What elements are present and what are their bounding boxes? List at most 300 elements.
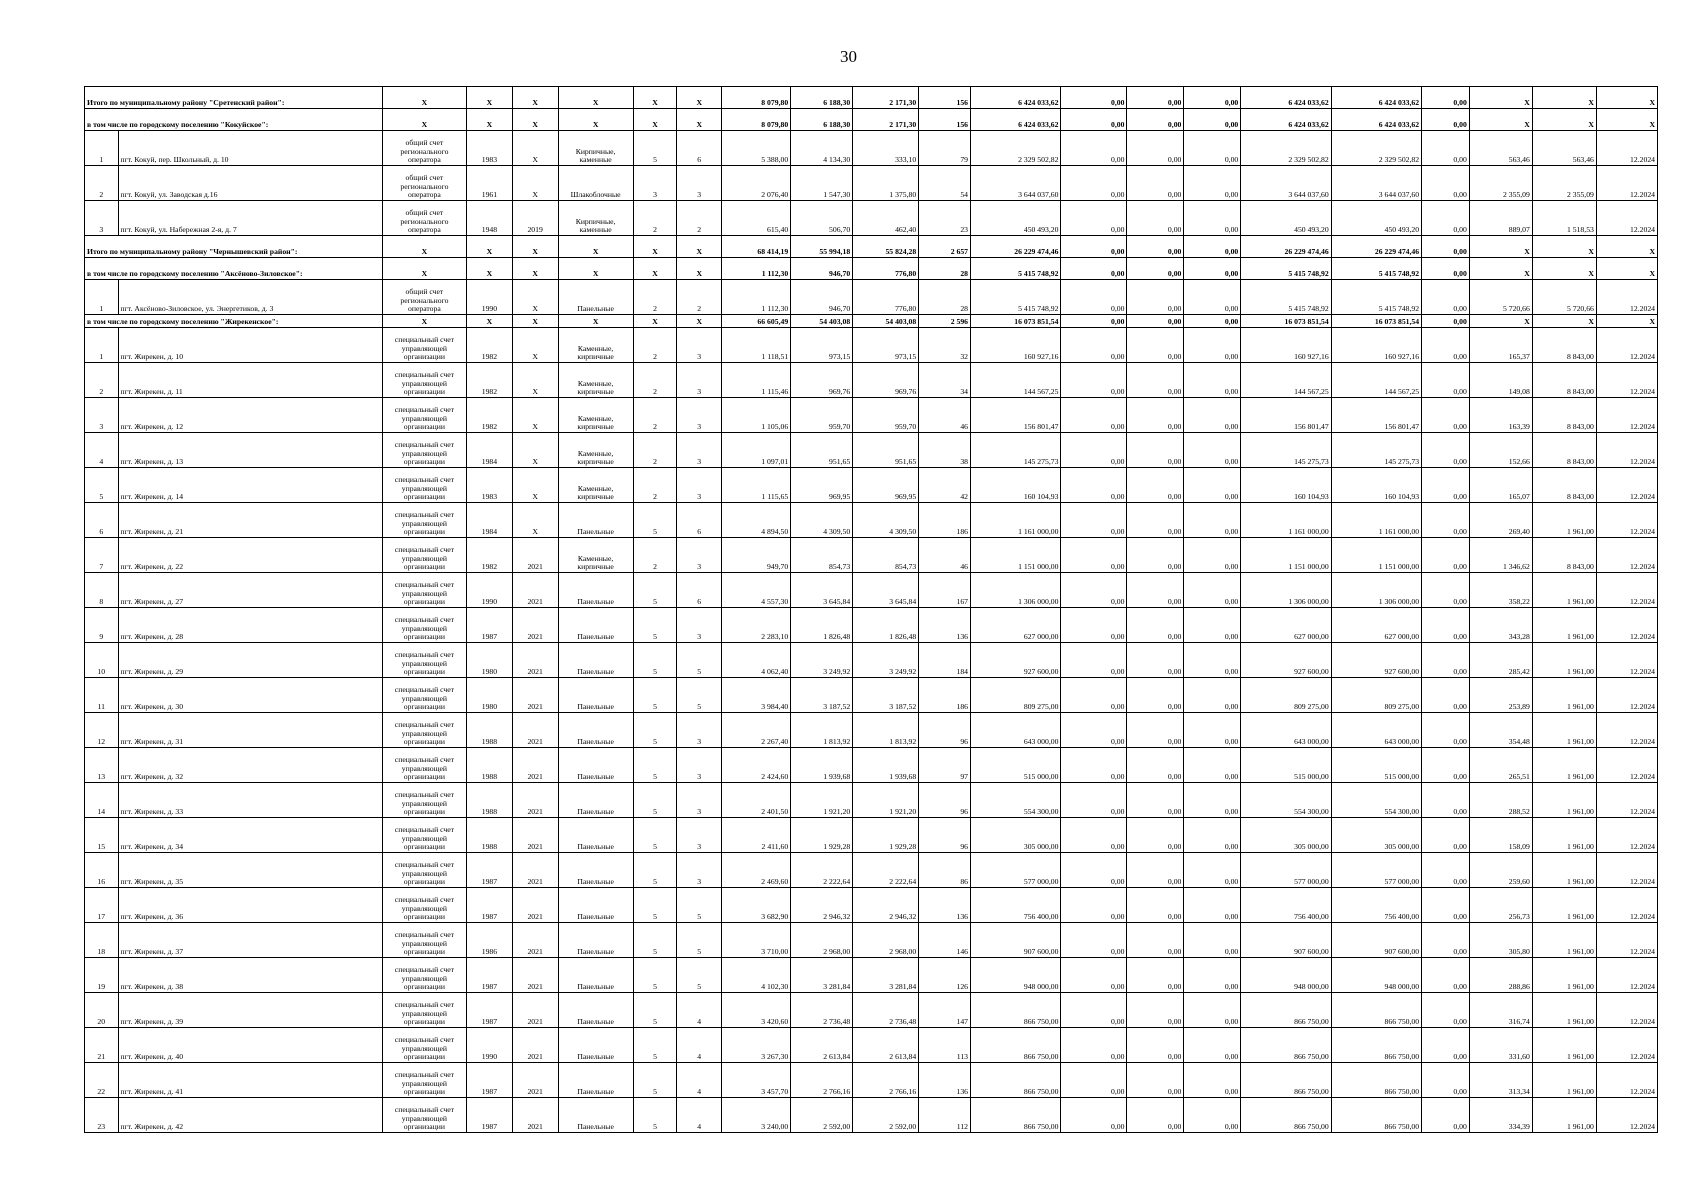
table-cell: 146	[919, 923, 971, 958]
table-cell: 54 403,08	[791, 315, 853, 328]
table-cell: 2021	[512, 1028, 558, 1063]
table-row	[85, 433, 1658, 468]
table-cell: X	[558, 258, 633, 280]
table-cell: 3 240,00	[722, 1098, 791, 1133]
row-number: 6	[85, 503, 119, 538]
table-cell: 0,00	[1184, 166, 1241, 201]
address-cell: пгт. Жирекен, д. 40	[118, 1028, 382, 1063]
table-cell: 12.2024	[1596, 328, 1657, 363]
table-cell: 1961	[467, 166, 513, 201]
table-cell: 0,00	[1184, 109, 1241, 131]
table-cell: 866 750,00	[1331, 1063, 1421, 1098]
table-cell: 97	[919, 748, 971, 783]
table-cell: 866 750,00	[1331, 1098, 1421, 1133]
table-cell: 5 388,00	[722, 131, 791, 166]
table-cell: 3 645,84	[791, 573, 853, 608]
table-cell: 5	[633, 678, 677, 713]
table-cell: 3	[677, 783, 722, 818]
table-cell: 259,60	[1469, 853, 1532, 888]
table-cell: 866 750,00	[1241, 993, 1331, 1028]
table-cell: 26 229 474,46	[1241, 236, 1331, 258]
table-cell: 8 079,80	[722, 87, 791, 109]
table-cell: 0,00	[1127, 468, 1184, 503]
table-cell: 1 961,00	[1532, 923, 1596, 958]
table-cell: 2021	[512, 853, 558, 888]
table-cell: 1980	[467, 643, 513, 678]
table-cell: 0,00	[1422, 573, 1470, 608]
table-cell: 1983	[467, 131, 513, 166]
table-cell: 3 267,30	[722, 1028, 791, 1063]
table-cell: 5	[633, 608, 677, 643]
table-cell: 1982	[467, 398, 513, 433]
table-cell: 0,00	[1127, 643, 1184, 678]
table-cell: 0,00	[1061, 958, 1127, 993]
table-cell: 160 104,93	[971, 468, 1061, 503]
table-cell: Каменные, кирпичные	[558, 468, 633, 503]
table-cell: 1 306 000,00	[971, 573, 1061, 608]
table-cell: 86	[919, 853, 971, 888]
table-cell: 554 300,00	[971, 783, 1061, 818]
table-cell: 5	[633, 1063, 677, 1098]
table-cell: 1986	[467, 923, 513, 958]
table-cell: 776,80	[853, 280, 919, 315]
table-cell: специальный счет управляющей организации	[382, 503, 466, 538]
summary-label: Итого по муниципальному району "Чернышевский район":	[85, 236, 383, 258]
table-cell: 0,00	[1422, 398, 1470, 433]
table-cell: Каменные, кирпичные	[558, 363, 633, 398]
table-cell: 0,00	[1061, 993, 1127, 1028]
table-cell: 3	[677, 166, 722, 201]
table-cell: Панельные	[558, 1028, 633, 1063]
table-cell: 5	[633, 888, 677, 923]
table-cell: 5	[633, 1098, 677, 1133]
table-cell: Панельные	[558, 888, 633, 923]
table-cell: 643 000,00	[1331, 713, 1421, 748]
table-cell: 2 329 502,82	[1241, 131, 1331, 166]
table-cell: 1 961,00	[1532, 573, 1596, 608]
table-cell: 165,07	[1469, 468, 1532, 503]
table-cell: 313,34	[1469, 1063, 1532, 1098]
table-cell: 0,00	[1127, 573, 1184, 608]
table-cell: 0,00	[1061, 1063, 1127, 1098]
table-cell: 0,00	[1061, 748, 1127, 783]
table-row	[85, 1063, 1658, 1098]
table-cell: 866 750,00	[1241, 1098, 1331, 1133]
table-cell: 3 187,52	[853, 678, 919, 713]
table-cell: 1990	[467, 573, 513, 608]
table-cell: 0,00	[1127, 958, 1184, 993]
table-cell: 2021	[512, 573, 558, 608]
table-cell: 316,74	[1469, 993, 1532, 1028]
table-cell: 1 813,92	[791, 713, 853, 748]
table-cell: 3 281,84	[853, 958, 919, 993]
table-cell: 269,40	[1469, 503, 1532, 538]
table-cell: 1987	[467, 608, 513, 643]
table-cell: 2 222,64	[853, 853, 919, 888]
table-cell: 3 420,60	[722, 993, 791, 1028]
table-cell: 0,00	[1127, 315, 1184, 328]
table-cell: X	[1596, 109, 1657, 131]
table-cell: Панельные	[558, 783, 633, 818]
table-cell: 0,00	[1127, 1063, 1184, 1098]
table-cell: 4 309,50	[853, 503, 919, 538]
table-cell: 12.2024	[1596, 643, 1657, 678]
table-cell: X	[1596, 258, 1657, 280]
table-cell: 46	[919, 398, 971, 433]
table-cell: 1 112,30	[722, 280, 791, 315]
table-cell: 285,42	[1469, 643, 1532, 678]
table-cell: 0,00	[1422, 315, 1470, 328]
table-cell: 2 222,64	[791, 853, 853, 888]
table-cell: 0,00	[1422, 713, 1470, 748]
table-cell: 54 403,08	[853, 315, 919, 328]
table-cell: 8 843,00	[1532, 363, 1596, 398]
table-cell: 6 424 033,62	[971, 109, 1061, 131]
table-cell: 948 000,00	[971, 958, 1061, 993]
table-cell: 0,00	[1061, 363, 1127, 398]
table-cell: 554 300,00	[1241, 783, 1331, 818]
table-cell: 12.2024	[1596, 888, 1657, 923]
table-cell: X	[467, 258, 513, 280]
table-cell: X	[1469, 87, 1532, 109]
table-cell: 5 415 748,92	[971, 258, 1061, 280]
table-cell: 12.2024	[1596, 853, 1657, 888]
table-cell: 627 000,00	[971, 608, 1061, 643]
table-cell: 756 400,00	[1241, 888, 1331, 923]
table-cell: 4	[677, 1028, 722, 1063]
table-cell: 0,00	[1061, 468, 1127, 503]
table-cell: 12.2024	[1596, 713, 1657, 748]
table-cell: 1984	[467, 503, 513, 538]
table-cell: 0,00	[1127, 87, 1184, 109]
table-cell: 1 929,28	[791, 818, 853, 853]
address-cell: пгт. Жирекен, д. 36	[118, 888, 382, 923]
table-cell: 156 801,47	[1331, 398, 1421, 433]
table-cell: специальный счет управляющей организации	[382, 433, 466, 468]
table-cell: 3 645,84	[853, 573, 919, 608]
row-number: 15	[85, 818, 119, 853]
summary-row	[85, 258, 1658, 280]
table-cell: 0,00	[1184, 923, 1241, 958]
table-cell: 1 961,00	[1532, 713, 1596, 748]
table-cell: 1 151 000,00	[1241, 538, 1331, 573]
table-cell: 1948	[467, 201, 513, 236]
table-cell: 0,00	[1127, 328, 1184, 363]
table-cell: 165,37	[1469, 328, 1532, 363]
table-cell: 1 161 000,00	[971, 503, 1061, 538]
table-cell: 0,00	[1061, 853, 1127, 888]
row-number: 4	[85, 433, 119, 468]
table-cell: 28	[919, 258, 971, 280]
table-cell: 2021	[512, 713, 558, 748]
table-cell: 144 567,25	[1241, 363, 1331, 398]
table-cell: 0,00	[1422, 538, 1470, 573]
address-cell: пгт. Кокуй, пер. Школьный, д. 10	[118, 131, 382, 166]
table-cell: X	[512, 315, 558, 328]
summary-row	[85, 236, 1658, 258]
table-cell: 0,00	[1061, 713, 1127, 748]
address-cell: пгт. Жирекен, д. 14	[118, 468, 382, 503]
address-cell: пгт. Жирекен, д. 39	[118, 993, 382, 1028]
table-cell: 2021	[512, 678, 558, 713]
table-cell: 12.2024	[1596, 748, 1657, 783]
table-cell: X	[512, 398, 558, 433]
table-cell: X	[633, 236, 677, 258]
table-cell: 1 105,06	[722, 398, 791, 433]
table-cell: 160 927,16	[1331, 328, 1421, 363]
table-cell: 96	[919, 818, 971, 853]
table-cell: 0,00	[1184, 315, 1241, 328]
table-cell: X	[677, 258, 722, 280]
table-cell: 0,00	[1061, 1098, 1127, 1133]
table-cell: 927 600,00	[1241, 643, 1331, 678]
table-cell: 1 961,00	[1532, 888, 1596, 923]
row-number: 7	[85, 538, 119, 573]
table-cell: 1 929,28	[853, 818, 919, 853]
table-cell: 1 306 000,00	[1331, 573, 1421, 608]
table-cell: 4	[677, 993, 722, 1028]
row-number: 1	[85, 328, 119, 363]
table-cell: специальный счет управляющей организации	[382, 783, 466, 818]
table-cell: 358,22	[1469, 573, 1532, 608]
table-cell: 1 961,00	[1532, 608, 1596, 643]
table-cell: 0,00	[1127, 166, 1184, 201]
table-cell: 554 300,00	[1331, 783, 1421, 818]
table-cell: 0,00	[1184, 1063, 1241, 1098]
table-cell: 5 415 748,92	[1331, 280, 1421, 315]
table-cell: 3	[677, 608, 722, 643]
table-cell: 3	[677, 538, 722, 573]
table-cell: 8 843,00	[1532, 433, 1596, 468]
table-cell: 866 750,00	[1331, 1028, 1421, 1063]
table-cell: 0,00	[1184, 236, 1241, 258]
table-cell: 8 843,00	[1532, 328, 1596, 363]
address-cell: пгт. Жирекен, д. 11	[118, 363, 382, 398]
table-cell: 3	[677, 433, 722, 468]
table-cell: специальный счет управляющей организации	[382, 1028, 466, 1063]
table-cell: X	[677, 315, 722, 328]
table-cell: 0,00	[1422, 236, 1470, 258]
table-cell: 948 000,00	[1331, 958, 1421, 993]
table-cell: специальный счет управляющей организации	[382, 468, 466, 503]
table-cell: 0,00	[1127, 109, 1184, 131]
table-cell: X	[512, 166, 558, 201]
table-cell: 1982	[467, 538, 513, 573]
table-cell: 1 961,00	[1532, 503, 1596, 538]
table-cell: 152,66	[1469, 433, 1532, 468]
table-cell: 0,00	[1422, 131, 1470, 166]
table-cell: 5	[633, 573, 677, 608]
row-number: 22	[85, 1063, 119, 1098]
table-cell: 2019	[512, 201, 558, 236]
table-cell: 2 766,16	[791, 1063, 853, 1098]
table-cell: 68 414,19	[722, 236, 791, 258]
table-cell: 809 275,00	[971, 678, 1061, 713]
table-cell: 38	[919, 433, 971, 468]
table-cell: 3 682,90	[722, 888, 791, 923]
table-cell: 0,00	[1127, 678, 1184, 713]
table-cell: 2 283,10	[722, 608, 791, 643]
table-cell: 1 961,00	[1532, 993, 1596, 1028]
table-row	[85, 328, 1658, 363]
address-cell: пгт. Жирекен, д. 35	[118, 853, 382, 888]
table-cell: Панельные	[558, 608, 633, 643]
table-cell: 0,00	[1127, 280, 1184, 315]
table-cell: специальный счет управляющей организации	[382, 1063, 466, 1098]
table-row	[85, 201, 1658, 236]
table-cell: специальный счет управляющей организации	[382, 853, 466, 888]
table-cell: 3 710,00	[722, 923, 791, 958]
table-cell: 2 613,84	[791, 1028, 853, 1063]
table-cell: 1 921,20	[853, 783, 919, 818]
table-cell: X	[677, 87, 722, 109]
summary-row	[85, 109, 1658, 131]
table-row	[85, 923, 1658, 958]
table-cell: 0,00	[1061, 398, 1127, 433]
table-cell: 515 000,00	[1241, 748, 1331, 783]
address-cell: пгт. Жирекен, д. 21	[118, 503, 382, 538]
table-cell: X	[512, 503, 558, 538]
table-cell: 5 415 748,92	[1331, 258, 1421, 280]
table-cell: 1 961,00	[1532, 678, 1596, 713]
table-cell: 3	[677, 363, 722, 398]
table-cell: X	[558, 315, 633, 328]
table-cell: Каменные, кирпичные	[558, 398, 633, 433]
table-cell: Панельные	[558, 958, 633, 993]
table-cell: 0,00	[1061, 280, 1127, 315]
table-cell: 12.2024	[1596, 166, 1657, 201]
table-cell: 4	[677, 1098, 722, 1133]
table-cell: 450 493,20	[1331, 201, 1421, 236]
table-cell: 1987	[467, 1063, 513, 1098]
table-cell: 34	[919, 363, 971, 398]
table-cell: X	[633, 109, 677, 131]
table-cell: 5	[677, 958, 722, 993]
table-cell: 889,07	[1469, 201, 1532, 236]
table-cell: 265,51	[1469, 748, 1532, 783]
table-cell: X	[558, 236, 633, 258]
table-cell: 333,10	[853, 131, 919, 166]
table-cell: 1 115,46	[722, 363, 791, 398]
table-cell: Панельные	[558, 713, 633, 748]
table-cell: 3 187,52	[791, 678, 853, 713]
table-cell: 55 824,28	[853, 236, 919, 258]
table-cell: 1990	[467, 280, 513, 315]
table-cell: 907 600,00	[1331, 923, 1421, 958]
table-cell: 1 921,20	[791, 783, 853, 818]
table-cell: 2021	[512, 923, 558, 958]
table-cell: 1 961,00	[1532, 783, 1596, 818]
address-cell: пгт. Жирекен, д. 31	[118, 713, 382, 748]
table-cell: 113	[919, 1028, 971, 1063]
table-cell: X	[512, 109, 558, 131]
table-cell: 12.2024	[1596, 958, 1657, 993]
table-cell: 5 720,66	[1469, 280, 1532, 315]
table-cell: 0,00	[1422, 643, 1470, 678]
table-cell: 136	[919, 608, 971, 643]
row-number: 14	[85, 783, 119, 818]
table-cell: 4 102,30	[722, 958, 791, 993]
table-cell: 5	[633, 643, 677, 678]
table-cell: 1987	[467, 958, 513, 993]
table-cell: 0,00	[1184, 538, 1241, 573]
table-cell: 0,00	[1127, 433, 1184, 468]
row-number: 16	[85, 853, 119, 888]
table-cell: 0,00	[1184, 258, 1241, 280]
table-cell: 5	[633, 748, 677, 783]
address-cell: пгт. Жирекен, д. 34	[118, 818, 382, 853]
table-cell: 959,70	[791, 398, 853, 433]
table-cell: 46	[919, 538, 971, 573]
table-cell: 184	[919, 643, 971, 678]
table-cell: 0,00	[1422, 109, 1470, 131]
table-cell: 854,73	[853, 538, 919, 573]
table-row	[85, 748, 1658, 783]
table-cell: 948 000,00	[1241, 958, 1331, 993]
table-cell: 756 400,00	[971, 888, 1061, 923]
table-cell: 0,00	[1061, 573, 1127, 608]
address-cell: пгт. Жирекен, д. 28	[118, 608, 382, 643]
table-cell: Панельные	[558, 818, 633, 853]
table-cell: 0,00	[1184, 818, 1241, 853]
table-cell: 0,00	[1061, 538, 1127, 573]
table-cell: 0,00	[1422, 87, 1470, 109]
table-cell: 1982	[467, 363, 513, 398]
table-cell: 2021	[512, 1063, 558, 1098]
table-cell: 5 415 748,92	[1241, 258, 1331, 280]
table-cell: 0,00	[1061, 87, 1127, 109]
table-cell: 1 939,68	[791, 748, 853, 783]
table-cell: 66 605,49	[722, 315, 791, 328]
table-cell: 3 249,92	[853, 643, 919, 678]
table-cell: X	[467, 87, 513, 109]
row-number: 12	[85, 713, 119, 748]
table-cell: 776,80	[853, 258, 919, 280]
table-cell: 186	[919, 503, 971, 538]
table-cell: 946,70	[791, 258, 853, 280]
table-cell: 4 134,30	[791, 131, 853, 166]
address-cell: пгт. Жирекен, д. 38	[118, 958, 382, 993]
table-cell: 136	[919, 888, 971, 923]
table-cell: 0,00	[1184, 678, 1241, 713]
table-cell: специальный счет управляющей организации	[382, 923, 466, 958]
table-cell: 3 644 037,60	[971, 166, 1061, 201]
table-cell: 147	[919, 993, 971, 1028]
row-number: 1	[85, 131, 119, 166]
table-cell: 2 267,40	[722, 713, 791, 748]
table-cell: 946,70	[791, 280, 853, 315]
table-cell: 354,48	[1469, 713, 1532, 748]
table-cell: 0,00	[1184, 433, 1241, 468]
row-number: 19	[85, 958, 119, 993]
table-cell: 3 644 037,60	[1331, 166, 1421, 201]
table-cell: 12.2024	[1596, 923, 1657, 958]
table-cell: 1 939,68	[853, 748, 919, 783]
table-cell: X	[382, 236, 466, 258]
table-cell: Панельные	[558, 993, 633, 1028]
table-cell: 0,00	[1127, 923, 1184, 958]
table-cell: 0,00	[1127, 503, 1184, 538]
table-row	[85, 166, 1658, 201]
table-cell: 5	[633, 503, 677, 538]
table-cell: 0,00	[1422, 748, 1470, 783]
table-cell: 1 961,00	[1532, 958, 1596, 993]
table-cell: 0,00	[1422, 1098, 1470, 1133]
table-cell: 563,46	[1469, 131, 1532, 166]
table-cell: 959,70	[853, 398, 919, 433]
table-cell: 8 079,80	[722, 109, 791, 131]
table-cell: Шлакоблочные	[558, 166, 633, 201]
